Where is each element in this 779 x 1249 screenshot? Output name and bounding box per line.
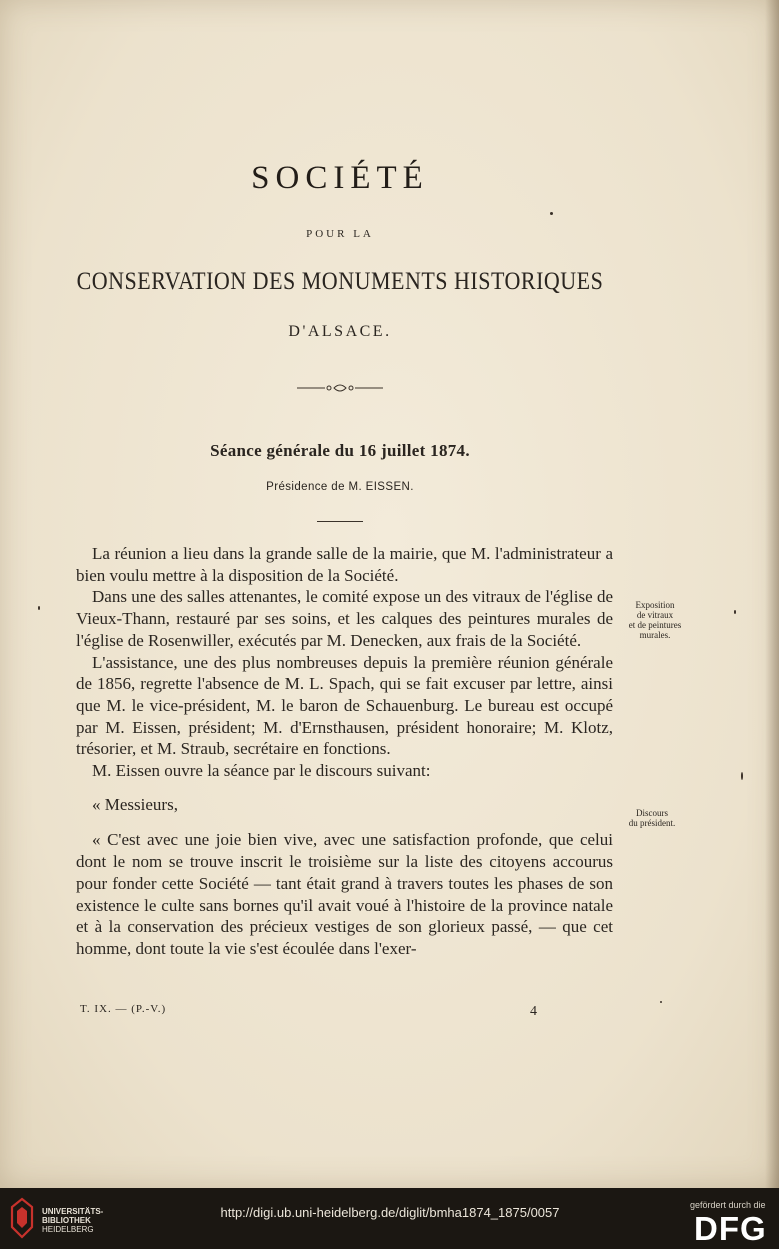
paragraph-1: La réunion a lieu dans la grande salle de la mairie, que M. l'administrateur a bien voulu mettre à la disposition de la Société. [76,544,613,585]
university-library-name [42,1207,103,1234]
session-heading: Séance générale du 16 juillet 1874. [210,441,470,460]
conservation-heading: CONSERVATION DES MONUMENTS HISTORIQUES [76,266,604,295]
logo-line: BIBLIOTHEK [42,1216,91,1225]
paper-speck [550,212,553,215]
margin-note-line: du président. [628,818,676,828]
paragraph-2: Dans une des salles attenantes, le comité expose un des vitraux de l'église de Vieux-Thann, restauré par ses soins, et les calques des peintures murales de l'église de Rosenwiller, exécutés par M. Denecken, aux frais de la Société. [76,587,613,650]
margin-note-line: Exposition [635,600,675,610]
logo-line: HEIDELBERG [42,1225,94,1234]
paragraph-4: M. Eissen ouvre la séance par le discours suivant: [92,761,431,781]
university-library-logo-icon [8,1197,36,1239]
body-text [76,543,613,960]
signature-mark: T. IX. — (P.-V.) [80,1003,167,1015]
page-spine-shadow [765,0,779,1188]
short-rule [317,521,363,522]
paragraph-5: « Messieurs, [92,794,178,814]
source-url-link[interactable]: http://digi.ub.uni-heidelberg.de/diglit/bmha1874_1875/0057 [220,1205,560,1220]
dfg-logo: DFG [694,1210,767,1247]
ornament-divider-icon [295,382,385,394]
pour-la-line: POUR LA [306,228,374,240]
margin-note-line: Discours [636,808,668,818]
paper-speck [734,610,736,614]
presidency-line: Présidence de M. EISSEN. [266,481,414,493]
paragraph-3: L'assistance, une des plus nombreuses depuis la première réunion générale de 1856, regrette l'absence de M. L. Spach, qui se fait excuser par lettre, ainsi que M. le vice-président, M. le baron de Schauenburg. Le bureau est occupé par M. Eissen, président; M. d'Ernsthausen, président honoraire; M. Klotz, trésorier, et M. Straub, secrétaire en fonctions. [76,652,613,759]
margin-note-line: et de peintures [628,620,682,630]
paper-speck [38,606,40,610]
logo-line: UNIVERSITÄTS- [42,1207,104,1216]
paper-speck [741,772,743,780]
alsace-heading: D'ALSACE. [288,323,392,340]
society-title: SOCIÉTÉ [251,160,429,196]
page-number: 4 [530,1004,537,1019]
margin-note-line: murales. [639,630,671,640]
funded-by-label: gefördert durch die [690,1200,766,1210]
paragraph-6: « C'est avec une joie bien vive, avec une satisfaction profonde, que celui dont le nom se trouve inscrit le troisième sur la liste des citoyens accourus pour fonder cette Société — tant était grand à travers toutes les phases de son existence le culte sans bornes qu'il avait voué à l'histoire de la province natale et à la conservation des précieux vestiges de son glorieux passé, — que cet homme, dont toute la vie s'est écoulée dans l'exer- [76,830,613,958]
margin-note-discours [612,808,692,828]
margin-note-line: de vitraux [636,610,674,620]
paper-speck [660,1001,662,1003]
margin-note-exposition [615,600,695,640]
